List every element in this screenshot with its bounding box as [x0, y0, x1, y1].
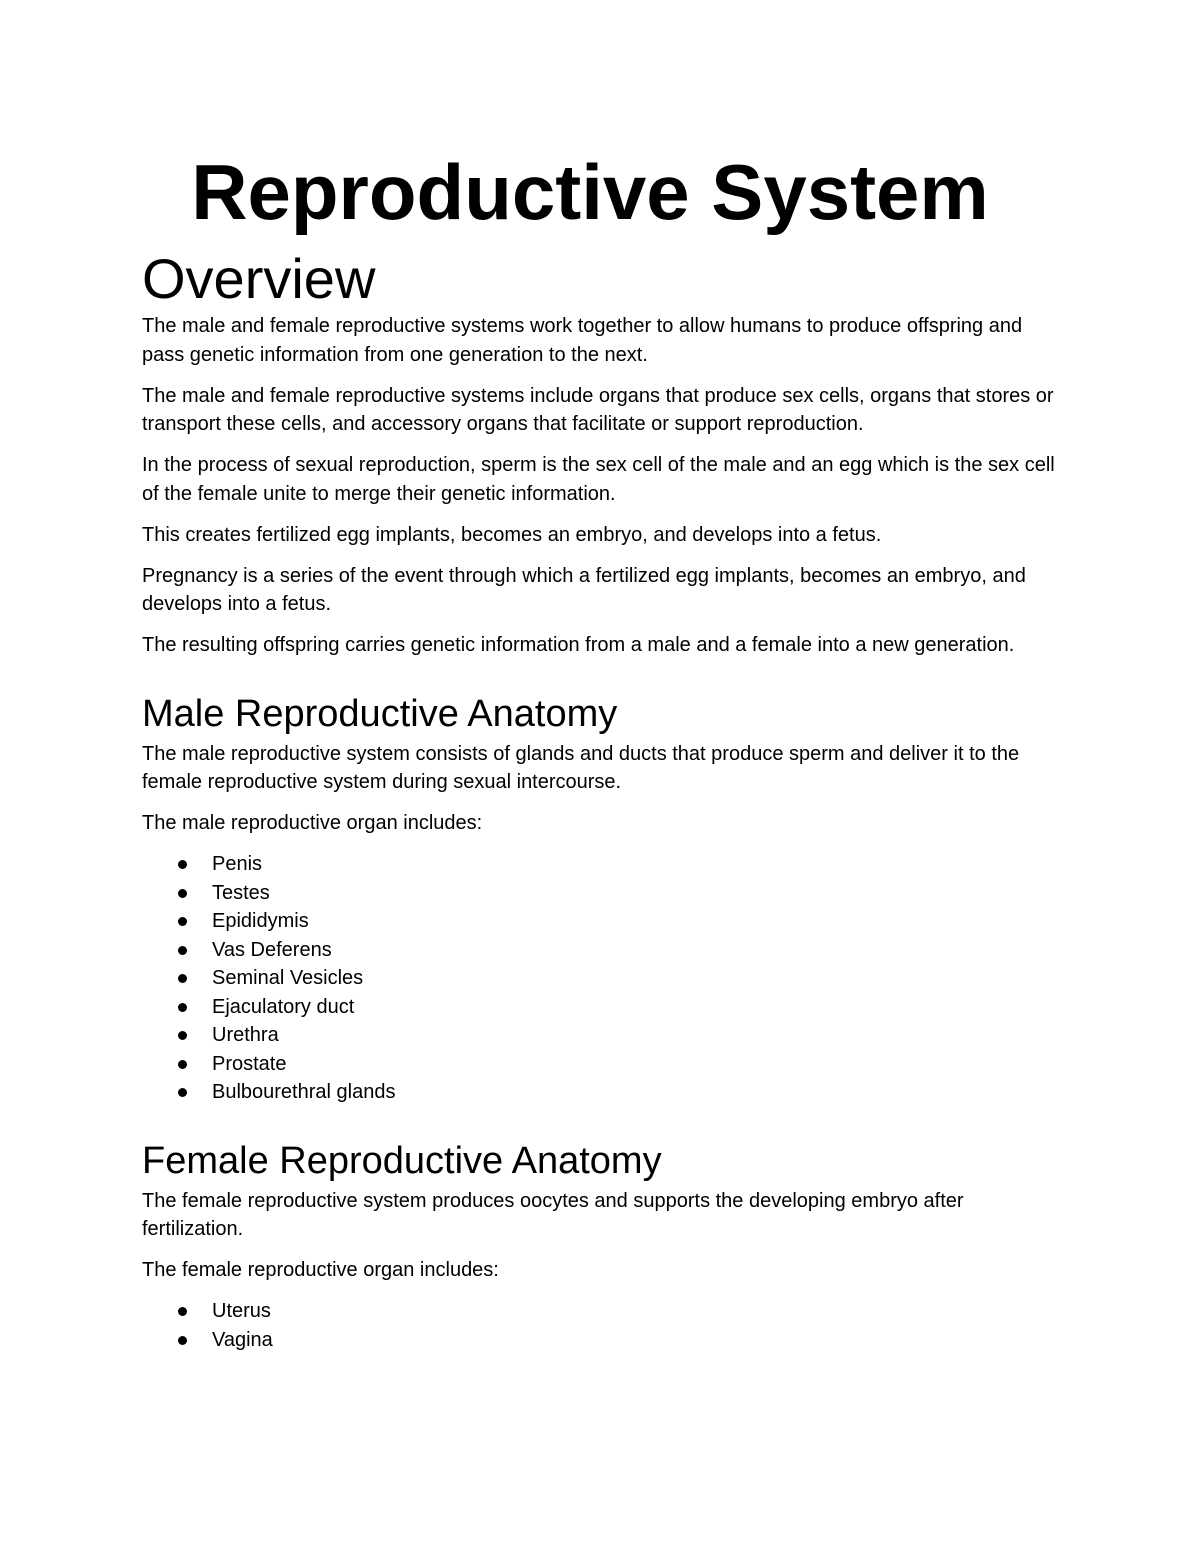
overview-paragraph: The male and female reproductive systems include organs that produce sex cells, organs that stores or transport these cells, and accessory organs that facilitate or support reproduction.: [142, 384, 1054, 435]
list-item-label: Bulbourethral glands: [212, 1081, 396, 1103]
male-anatomy-heading: Male Reproductive Anatomy: [142, 692, 618, 735]
overview-paragraph: In the process of sexual reproduction, sperm is the sex cell of the male and an egg which is the sex cell of the female unite to merge their genetic information.: [142, 454, 1055, 505]
list-item: [212, 1021, 1062, 1050]
bullet-icon: [178, 1307, 187, 1316]
bullet-icon: [178, 1031, 187, 1040]
list-item-label: Epididymis: [212, 910, 309, 932]
list-item-label: Vas Deferens: [212, 938, 332, 961]
male-organs-list: [142, 850, 1062, 1107]
list-item: [212, 907, 1062, 936]
list-item-label: Prostate: [212, 1052, 287, 1075]
male-anatomy-paragraph: The male reproductive system consists of glands and ducts that produce sperm and deliver it to the female reproductive system during sexual intercourse.: [142, 742, 1020, 793]
list-item: [212, 936, 1062, 965]
list-item: [212, 1078, 1062, 1107]
bullet-icon: [178, 946, 187, 955]
list-item-label: Testes: [212, 881, 270, 904]
list-item: [212, 1326, 1062, 1355]
list-item: [212, 1050, 1062, 1079]
bullet-icon: [178, 889, 187, 898]
bullet-icon: [178, 1003, 187, 1012]
bullet-icon: [178, 1088, 187, 1097]
male-organs-intro: The male reproductive organ includes:: [142, 812, 483, 834]
list-item: [212, 1297, 1062, 1326]
bullet-icon: [178, 974, 187, 983]
female-anatomy-paragraph: The female reproductive system produces oocytes and supports the developing embryo after fertilization.: [142, 1189, 964, 1240]
overview-paragraph: The male and female reproductive systems work together to allow humans to produce offspring and pass genetic information from one generation to the next.: [142, 315, 1023, 366]
female-organs-intro: The female reproductive organ includes:: [142, 1259, 499, 1281]
list-item-label: Uterus: [212, 1300, 271, 1322]
list-item-label: Seminal Vesicles: [212, 967, 364, 989]
list-item: [212, 964, 1062, 993]
list-item-label: Vagina: [212, 1328, 273, 1351]
list-item: [212, 993, 1062, 1022]
female-organs-list: [142, 1297, 1062, 1354]
document-title: Reproductive System: [191, 148, 989, 236]
female-anatomy-heading: Female Reproductive Anatomy: [142, 1139, 662, 1182]
document-content: [142, 148, 1062, 1354]
overview-paragraph: The resulting offspring carries genetic information from a male and a female into a new generation.: [142, 634, 1015, 656]
list-item-label: Ejaculatory duct: [212, 995, 355, 1018]
list-item: [212, 879, 1062, 908]
bullet-icon: [178, 917, 187, 926]
list-item-label: Penis: [212, 853, 263, 875]
list-item-label: Urethra: [212, 1024, 279, 1046]
list-item: [212, 850, 1062, 879]
overview-paragraph: Pregnancy is a series of the event through which a fertilized egg implants, becomes an embryo, and develops into a fetus.: [142, 564, 1026, 615]
bullet-icon: [178, 1060, 187, 1069]
overview-paragraph: This creates fertilized egg implants, becomes an embryo, and develops into a fetus.: [142, 523, 882, 546]
overview-heading: Overview: [142, 247, 376, 310]
bullet-icon: [178, 860, 187, 869]
bullet-icon: [178, 1336, 187, 1345]
